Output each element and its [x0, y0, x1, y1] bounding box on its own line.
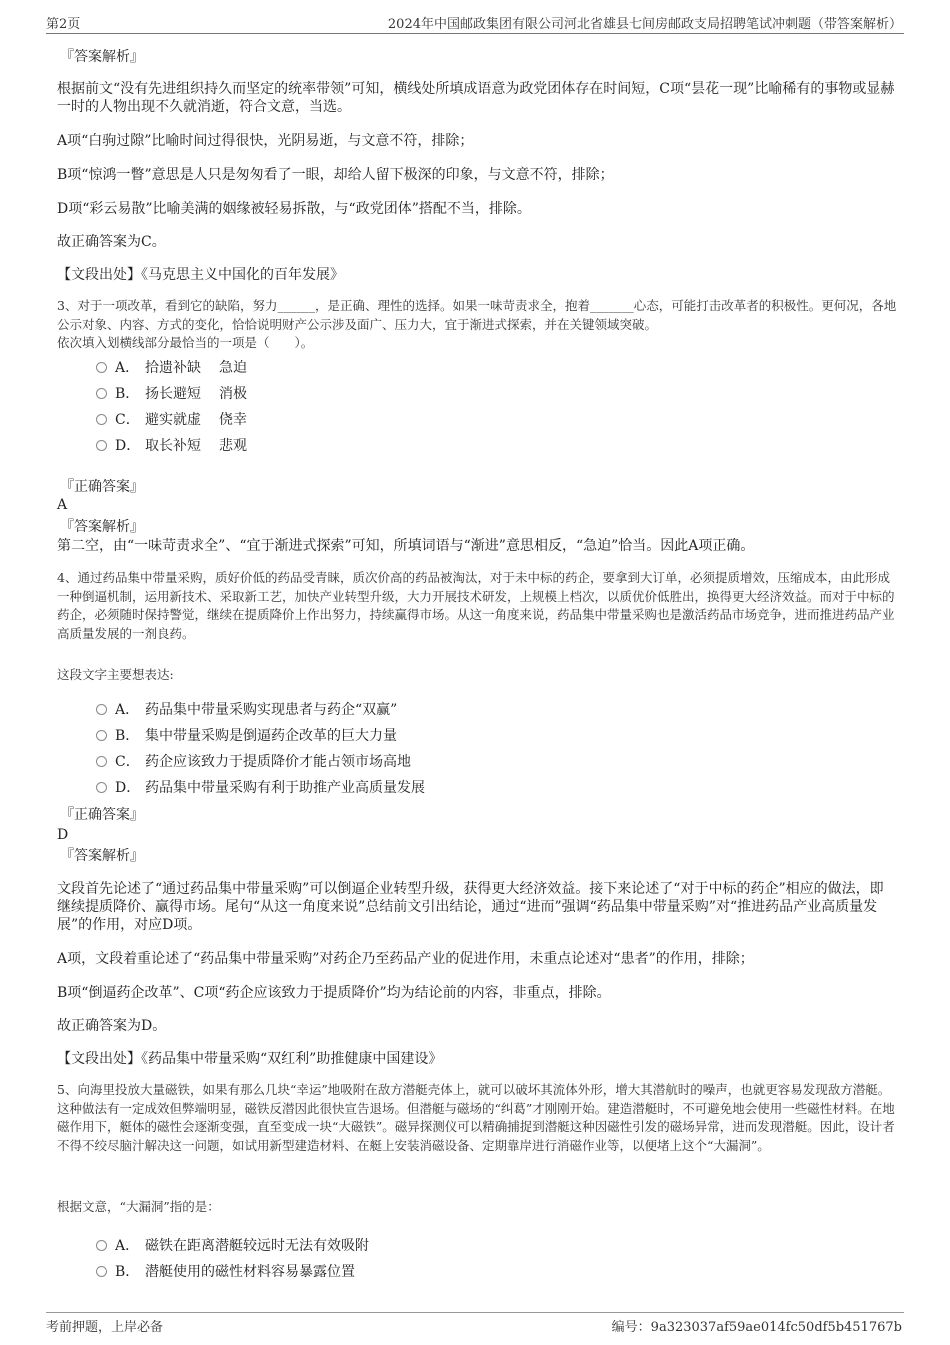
analysis-option-bc: B项“倒逼药企改革”、C项“药企应该致力于提质降价”均为结论前的内容，非重点，排除。	[57, 985, 611, 1001]
page-footer	[46, 1312, 904, 1335]
analysis-paragraph: 根据前文“没有先进组织持久而坚定的统率带领”可知，横线处所填成语意为政党团体存在时间短，C项“昙花一现”比喻稀有的事物或显赫一时的人物出现不久就消逝，符合文意，当选。	[57, 81, 895, 115]
radio-icon[interactable]	[96, 414, 107, 425]
analysis-option-a: A项“白驹过隙”比喻时间过得很快，光阴易逝，与文意不符，排除；	[57, 133, 474, 149]
option-a[interactable]: A． 磁铁在距离潜艇较远时无法有效吸附	[96, 1237, 369, 1255]
radio-icon[interactable]	[96, 388, 107, 399]
radio-icon[interactable]	[96, 1266, 107, 1277]
answer-conclusion: 故正确答案为D。	[57, 1018, 167, 1034]
source-citation: 【文段出处】《药品集中带量采购“双红利”助推健康中国建设》	[57, 1051, 443, 1067]
analysis-label: 『答案解析』	[60, 519, 144, 535]
radio-icon[interactable]	[96, 704, 107, 715]
question-stem: 3、对于一项改革，看到它的缺陷，努力______，是正确、理性的选择。如果一味苛责求全，抱着_______心态，可能打击改革者的积极性。更何况，各地公示对象、内容、方式的变化，恰恰说明财产公示涉及面广、压力大，宜于渐进式探索，并在关键领域突破。	[57, 298, 897, 332]
page-number: 第2页	[46, 17, 81, 32]
radio-icon[interactable]	[96, 440, 107, 451]
option-d[interactable]: D． 药品集中带量采购有利于助推产业高质量发展	[96, 779, 425, 797]
analysis-paragraph: 文段首先论述了“通过药品集中带量采购”可以倒逼企业转型升级，获得更大经济效益。接下来论述了“对于中标的药企”相应的做法，即继续提质降价、赢得市场。尾句“从这一角度来说”总结前文引出结论，通过“进而”强调“药品集中带量采购”对“推进药品产业高质量发展”的作用，对应D项。	[57, 881, 884, 933]
correct-answer-label: 『正确答案』	[60, 807, 144, 823]
option-b[interactable]: B． 集中带量采购是倒逼药企改革的巨大力量	[96, 727, 397, 745]
radio-icon[interactable]	[96, 782, 107, 793]
radio-icon[interactable]	[96, 730, 107, 741]
question-prompt: 依次填入划横线部分最恰当的一项是（ ）。	[57, 335, 314, 350]
option-c[interactable]: C． 避实就虚 侥幸	[96, 411, 247, 429]
radio-icon[interactable]	[96, 1240, 107, 1251]
option-a[interactable]: A． 拾遗补缺 急迫	[96, 359, 247, 377]
question-stem: 5、向海里投放大量磁铁，如果有那么几块“幸运”地吸附在敌方潜艇壳体上，就可以破坏其流体外形，增大其潜航时的噪声，也就更容易发现敌方潜艇。这种做法有一定成效但弊端明显，磁铁反潜因此很快宣告退场。但潜艇与磁场的“纠葛”才刚刚开始。建造潜艇时，不可避免地会使用一些磁性材料。在地磁作用下，艇体的磁性会逐渐变强，直至变成一块“大磁铁”。磁异探测仪可以精确捕捉到潜艇这种因磁性引发的磁场异常，进而发现潜艇。因此，设计者不得不绞尽脑汁解决这一问题，如试用新型建造材料、在艇上安装消磁设备、定期靠岸进行消磁作业等，以便堵上这个“大漏洞”。	[57, 1082, 895, 1153]
correct-answer: A	[57, 497, 68, 513]
footer-slogan: 考前押题，上岸必备	[46, 1320, 164, 1335]
document-title: 2024年中国邮政集团有限公司河北省雄县七间房邮政支局招聘笔试冲刺题（带答案解析）	[387, 17, 902, 32]
option-b[interactable]: B． 潜艇使用的磁性材料容易暴露位置	[96, 1263, 355, 1281]
question-prompt: 这段文字主要想表达:	[57, 667, 174, 682]
analysis-label: 『答案解析』	[60, 49, 144, 65]
analysis-option-b: B项“惊鸿一瞥”意思是人只是匆匆看了一眼，却给人留下极深的印象，与文意不符，排除；	[57, 167, 614, 183]
option-d[interactable]: D． 取长补短 悲观	[96, 437, 247, 455]
question-stem: 4、通过药品集中带量采购，质好价低的药品受青睐，质次价高的药品被淘汰，对于未中标的药企，要拿到大订单，必须提质增效，压缩成本，由此形成一种倒逼机制，运用新技术、采取新工艺，加快产业转型升级，大力开展技术研发，上规模上档次，以质优价低胜出，换得更大经济效益。而对于中标的药企，必须随时保持警觉，继续在提质降价上作出努力，持续赢得市场。从这一角度来说，药品集中带量采购也是激活药品市场竞争，进而推进药品产业高质量发展的一剂良药。	[57, 570, 895, 641]
correct-answer-label: 『正确答案』	[60, 479, 144, 495]
analysis-label: 『答案解析』	[60, 848, 144, 864]
option-c[interactable]: C． 药企应该致力于提质降价才能占领市场高地	[96, 753, 411, 771]
radio-icon[interactable]	[96, 362, 107, 373]
correct-answer: D	[57, 827, 69, 843]
source-citation: 【文段出处】《马克思主义中国化的百年发展》	[57, 267, 344, 283]
analysis-paragraph: 第二空，由“一味苛责求全”、“宜于渐进式探索”可知，所填词语与“渐进”意思相反，“急迫”恰当。因此A项正确。	[57, 538, 755, 554]
answer-conclusion: 故正确答案为C。	[57, 234, 166, 250]
question-prompt: 根据文意，“大漏洞”指的是：	[57, 1199, 220, 1214]
option-a[interactable]: A． 药品集中带量采购实现患者与药企“双赢”	[96, 701, 397, 719]
analysis-option-d: D项“彩云易散”比喻美满的姻缘被轻易拆散，与“政党团体”搭配不当，排除。	[57, 201, 531, 217]
document-id: 编号：9a323037af59ae014fc50df5b451767b	[611, 1320, 902, 1335]
radio-icon[interactable]	[96, 756, 107, 767]
analysis-option-a: A项，文段着重论述了“药品集中带量采购”对药企乃至药品产业的促进作用，未重点论述对“患者”的作用，排除；	[57, 951, 754, 967]
page-header	[46, 13, 904, 34]
option-b[interactable]: B． 扬长避短 消极	[96, 385, 247, 403]
